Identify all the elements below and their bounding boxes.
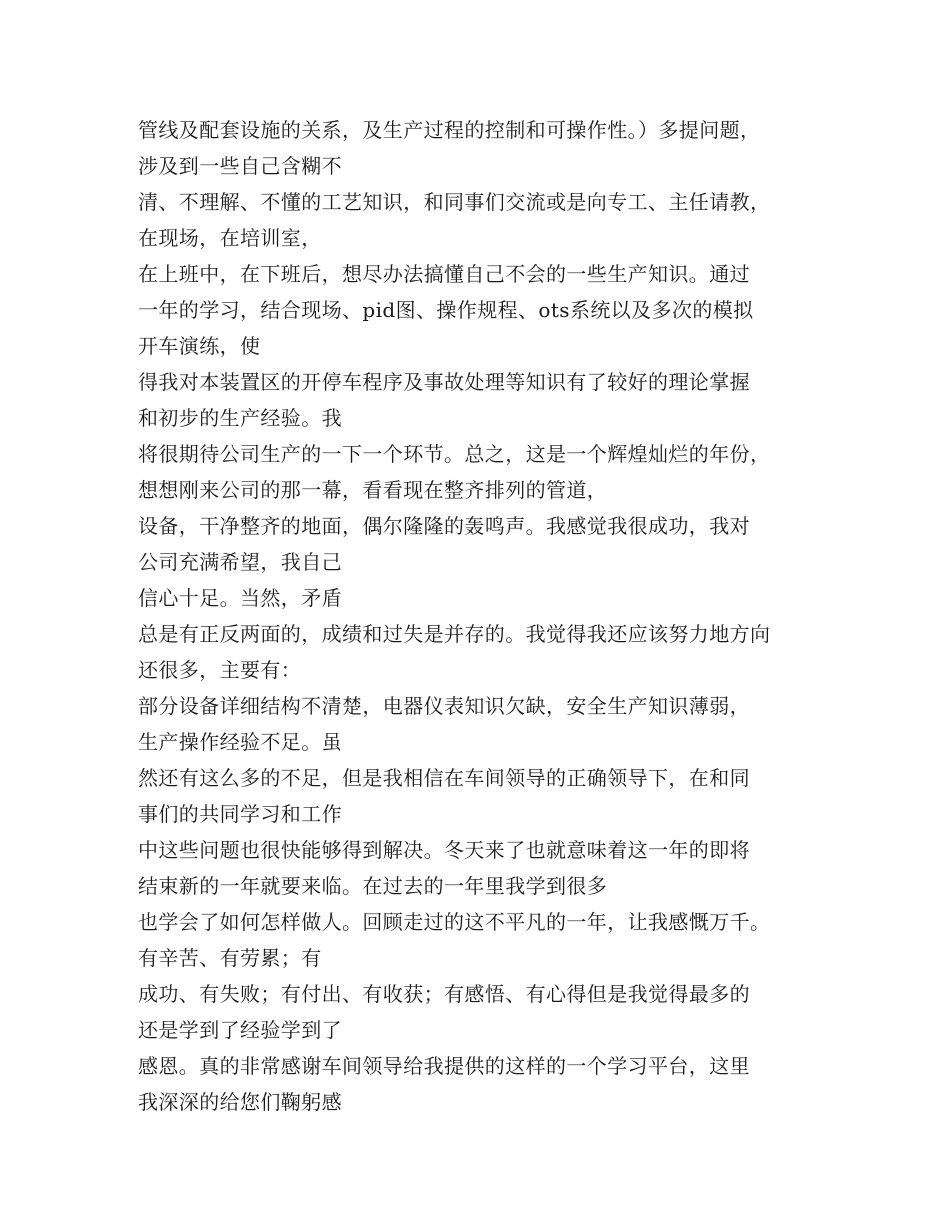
text-line: 在现场，在培训室，: [138, 226, 322, 250]
text-line: 有辛苦、有劳累；有: [138, 946, 322, 970]
text-line: 将很期待公司生产的一下一个环节。总之，这是一个辉煌灿烂的年份，: [138, 442, 771, 466]
text-line: 管线及配套设施的关系，及生产过程的控制和可操作性。）多提问题，: [138, 118, 761, 142]
text-line: 事们的共同学习和工作: [138, 802, 342, 826]
text-line: 部分设备详细结构不清楚，电器仪表知识欠缺，安全生产知识薄弱，: [138, 694, 750, 718]
text-line: 涉及到一些自己含糊不: [138, 154, 342, 178]
text-line: 然还有这么多的不足，但是我相信在车间领导的正确领导下，在和同: [138, 766, 750, 790]
text-line: 一年的学习，结合现场、pid图、操作规程、ots系统以及多次的模拟: [138, 298, 754, 322]
text-line: 设备，干净整齐的地面，偶尔隆隆的轰鸣声。我感觉我很成功，我对: [138, 514, 750, 538]
text-line: 生产操作经验不足。虽: [138, 730, 342, 754]
text-line: 在上班中，在下班后，想尽办法搞懂自己不会的一些生产知识。通过: [138, 262, 750, 286]
text-line: 信心十足。当然，矛盾: [138, 586, 342, 610]
text-line: 得我对本装置区的开停车程序及事故处理等知识有了较好的理论掌握: [138, 370, 750, 394]
text-line: 和初步的生产经验。我: [138, 406, 342, 430]
text-line: 公司充满希望，我自己: [138, 550, 342, 574]
text-line: 中这些问题也很快能够得到解决。冬天来了也就意味着这一年的即将: [138, 838, 750, 862]
text-line: 开车演练，使: [138, 334, 261, 358]
text-line: 想想刚来公司的那一幕，看看现在整齐排列的管道，: [138, 478, 608, 502]
text-line: 也学会了如何怎样做人。回顾走过的这不平凡的一年，让我感慨万千。: [138, 910, 771, 934]
body-text: [138, 112, 838, 1120]
text-line: 成功、有失败；有付出、有收获；有感悟、有心得但是我觉得最多的: [138, 982, 750, 1006]
text-line: 还是学到了经验学到了: [138, 1018, 342, 1042]
text-line: 我深深的给您们鞠躬感: [138, 1090, 342, 1114]
text-line: 感恩。真的非常感谢车间领导给我提供的这样的一个学习平台，这里: [138, 1054, 750, 1078]
text-line: 结束新的一年就要来临。在过去的一年里我学到很多: [138, 874, 608, 898]
text-line: 还很多，主要有：: [138, 658, 302, 682]
text-line: 总是有正反两面的，成绩和过失是并存的。我觉得我还应该努力地方向: [138, 622, 771, 646]
text-line: 清、不理解、不懂的工艺知识，和同事们交流或是向专工、主任请教，: [138, 190, 771, 214]
